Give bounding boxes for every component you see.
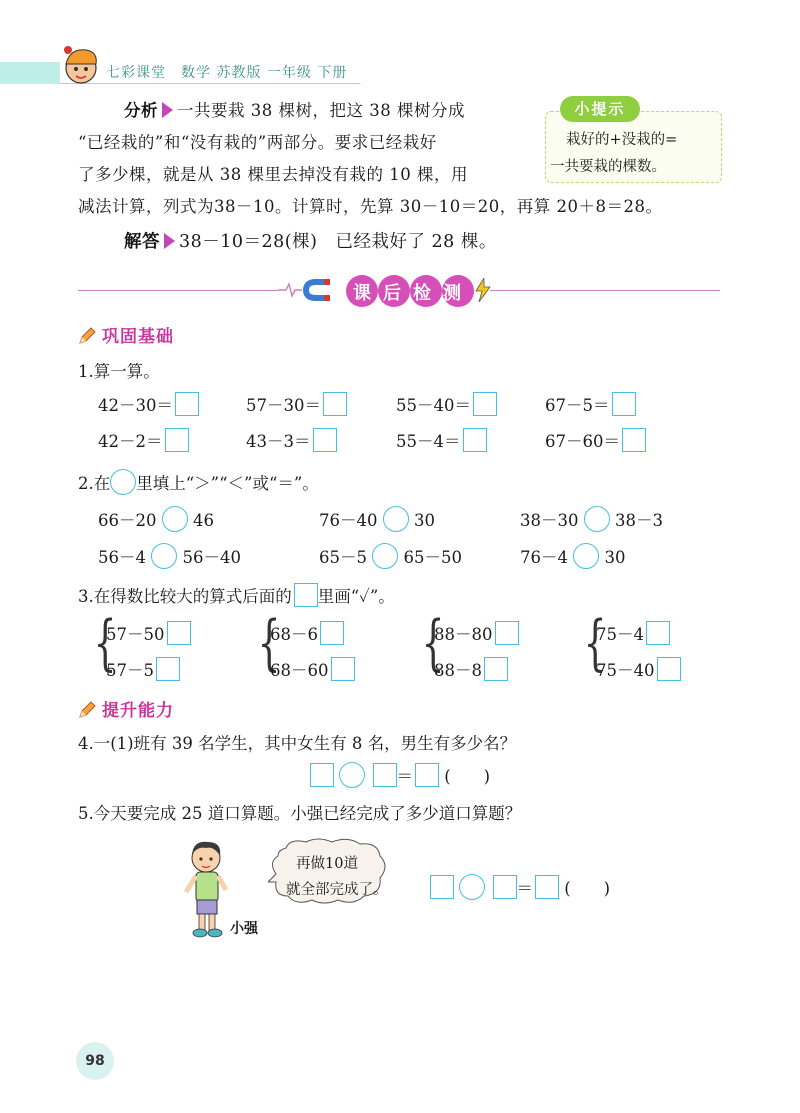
hint-title: 小提示 — [560, 96, 640, 122]
q3-item: 88－80 — [434, 621, 519, 645]
analysis-line-3: 了多少棵，就是从 38 棵里去掉没有栽的 10 棵，用 — [78, 165, 468, 184]
sample-circle — [110, 469, 136, 495]
compare-circle[interactable] — [151, 543, 177, 569]
check-box[interactable] — [156, 657, 180, 681]
operator-circle[interactable] — [459, 874, 485, 900]
equation-box[interactable] — [493, 875, 517, 899]
bubble-line-1: 再做10道 — [296, 856, 358, 872]
boy-name-label: 小强 — [230, 921, 258, 937]
hint-line-2: 一共要栽的棵数。 — [550, 159, 666, 175]
q1-item: 55－4＝ — [396, 428, 487, 452]
compare-circle[interactable] — [573, 543, 599, 569]
equation-box[interactable] — [310, 763, 334, 787]
compare-circle[interactable] — [162, 506, 188, 532]
equation-box[interactable] — [535, 875, 559, 899]
answer-box[interactable] — [313, 428, 337, 452]
mascot-icon — [56, 42, 106, 88]
q3-item: 75－40 — [596, 657, 681, 681]
divider-left — [78, 290, 278, 291]
q2-item: 66－20 46 — [98, 506, 214, 532]
operator-circle[interactable] — [339, 762, 365, 788]
q4-title: 4.一(1)班有 39 名学生，其中女生有 8 名，男生有多少名？ — [78, 734, 517, 753]
equation-box[interactable] — [430, 875, 454, 899]
q3-title: 3.在得数比较大的算式后面的 里画“✓”。 — [78, 583, 395, 607]
q2-item: 38－30 38－3 — [520, 506, 663, 532]
analysis-line-2: “已经栽的”和“没有栽的”两部分。要求已经栽好 — [78, 133, 437, 152]
check-box[interactable] — [167, 621, 191, 645]
compare-circle[interactable] — [383, 506, 409, 532]
analysis-label: 分析 — [124, 101, 158, 120]
q1-item: 57－30＝ — [246, 392, 347, 416]
check-box[interactable] — [484, 657, 508, 681]
check-box[interactable] — [331, 657, 355, 681]
section-1-heading: 巩固基础 — [78, 322, 174, 347]
q5-title: 5.今天要完成 25 道口算题。小强已经完成了多少道口算题？ — [78, 804, 522, 823]
compare-circle[interactable] — [372, 543, 398, 569]
triangle-icon — [164, 233, 175, 249]
equation-box[interactable] — [415, 763, 439, 787]
q3-item: 68－60 — [270, 657, 355, 681]
answer-box[interactable] — [175, 392, 199, 416]
header-band — [0, 62, 60, 84]
q4-equation: ＝ ( ) — [308, 762, 490, 788]
brace-icon: { — [93, 608, 117, 678]
magnet-icon — [278, 276, 344, 304]
q3-item: 68－6 — [270, 621, 344, 645]
q3-item: 57－5 — [106, 657, 180, 681]
check-box[interactable] — [320, 621, 344, 645]
header-text: 七彩课堂 数学 苏教版 一年级 下册 — [106, 65, 348, 81]
divider-right — [490, 290, 720, 291]
q2-item: 76－4 30 — [520, 543, 626, 569]
q2-item: 76－40 30 — [319, 506, 435, 532]
analysis-line-1: 分析 一共要栽 38 棵树，把这 38 棵树分成 — [124, 101, 465, 120]
q5-equation: ＝ ( ) — [428, 874, 610, 900]
boy-figure-icon — [178, 836, 238, 946]
answer-box[interactable] — [165, 428, 189, 452]
answer-box[interactable] — [612, 392, 636, 416]
q1-item: 42－2＝ — [98, 428, 189, 452]
q1-item: 42－30＝ — [98, 392, 199, 416]
divider-title: 课后检测 — [353, 283, 473, 304]
answer-label: 解答 — [124, 232, 160, 252]
bubble-line-2: 就全部完成了。 — [286, 882, 388, 898]
answer-box[interactable] — [473, 392, 497, 416]
check-box[interactable] — [495, 621, 519, 645]
pencil-icon — [78, 701, 96, 719]
triangle-icon — [162, 102, 173, 118]
q1-title: 1.算一算。 — [78, 362, 160, 381]
q1-item: 67－60＝ — [545, 428, 646, 452]
unit-blank[interactable]: ( ) — [564, 879, 611, 898]
section-2-heading: 提升能力 — [78, 696, 174, 721]
unit-blank[interactable]: ( ) — [444, 767, 491, 786]
brace-icon: { — [257, 608, 281, 678]
pencil-icon — [78, 327, 96, 345]
q2-item: 65－5 65－50 — [319, 543, 462, 569]
q1-item: 43－3＝ — [246, 428, 337, 452]
check-box[interactable] — [646, 621, 670, 645]
sample-box — [294, 583, 318, 607]
q3-item: 88－8 — [434, 657, 508, 681]
compare-circle[interactable] — [584, 506, 610, 532]
check-box[interactable] — [657, 657, 681, 681]
answer-box[interactable] — [622, 428, 646, 452]
analysis-line-4: 减法计算，列式为38－10。计算时，先算 30－10＝20，再算 20＋8＝28。 — [78, 197, 663, 216]
q2-title: 2.在 里填上“＞”“＜”或“＝”。 — [78, 469, 319, 495]
answer-line: 解答 38－10＝28(棵) 已经栽好了 28 棵。 — [124, 232, 497, 252]
page-number: 98 — [76, 1042, 114, 1080]
q1-item: 55－40＝ — [396, 392, 497, 416]
brace-icon: { — [583, 608, 607, 678]
answer-box[interactable] — [323, 392, 347, 416]
hint-line-1: 栽好的+没栽的= — [566, 132, 678, 148]
q3-item: 57－50 — [106, 621, 191, 645]
q3-item: 75－4 — [596, 621, 670, 645]
equation-box[interactable] — [373, 763, 397, 787]
q1-item: 67－5＝ — [545, 392, 636, 416]
brace-icon: { — [421, 608, 445, 678]
answer-box[interactable] — [463, 428, 487, 452]
q2-item: 56－4 56－40 — [98, 543, 241, 569]
